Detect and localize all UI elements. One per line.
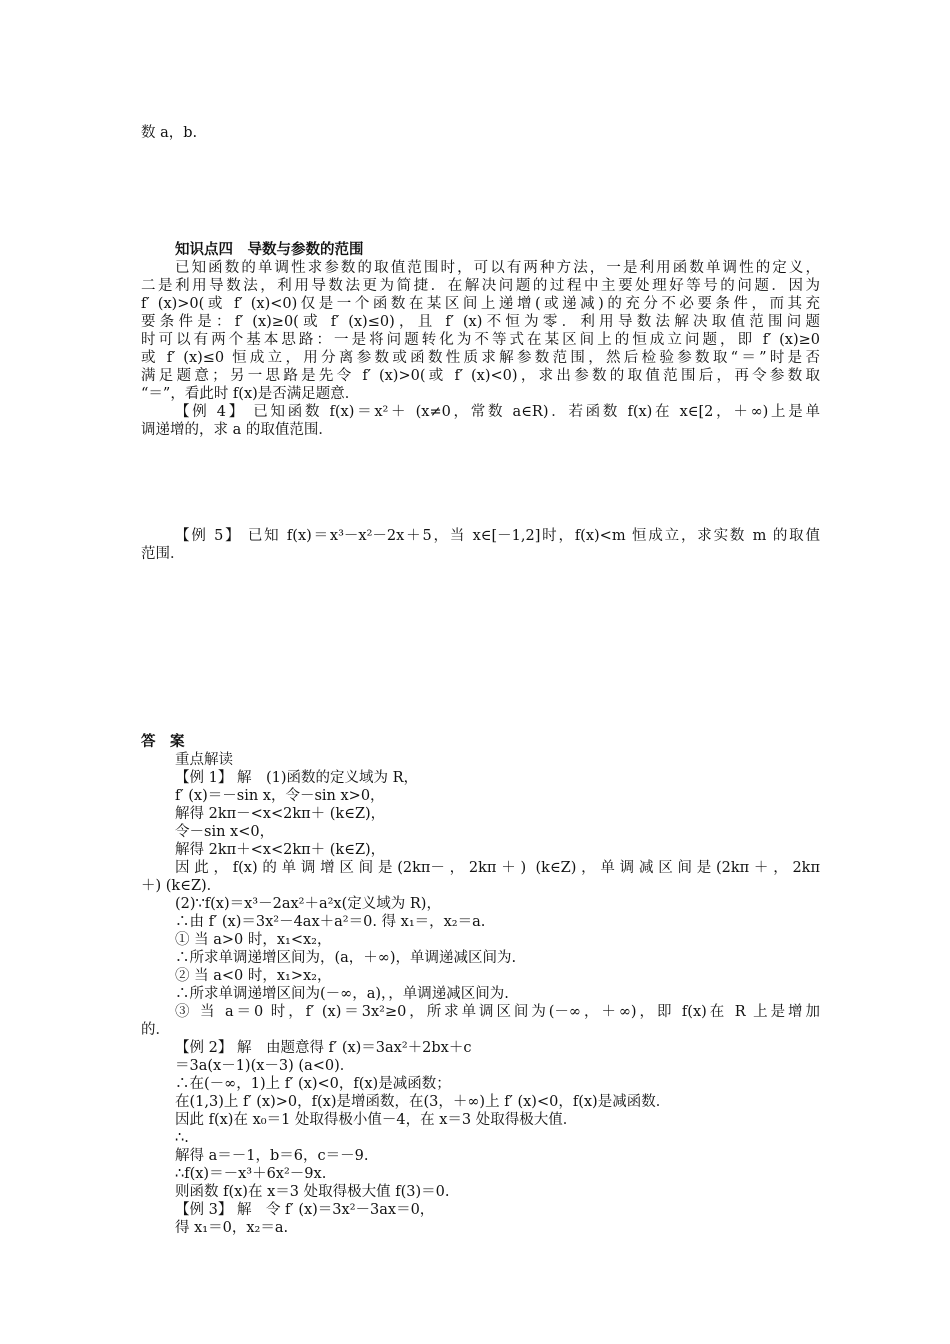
answer-line: 的． (141, 1022, 170, 1038)
example-4-line: 调递增的，求 a 的取值范围． (141, 422, 333, 438)
answer-line: (2)∵f(x)＝x³－2ax²＋a²x(定义域为 R)， (175, 896, 441, 912)
section-paragraph-line: 要条件是：f′ (x)≥0(或 f′ (x)≤0)，且 f′ (x)不恒为零．利用导数法解决取值范围问题 (141, 314, 820, 330)
answer-line: 在(1,3)上 f′ (x)>0，f(x)是增函数，在(3，＋∞)上 f′ (x)<0，f(x)是减函数． (175, 1094, 671, 1110)
answer-line: ＋) (k∈Z)． (141, 878, 222, 894)
answer-line: 【例 3】 解 令 f′ (x)＝3x²－3ax＝0， (175, 1202, 435, 1218)
answers-heading: 答 案 (141, 733, 185, 750)
example-4-line: 【例 4】 已知函数 f(x)＝x²＋ (x≠0，常数 a∈R)．若函数 f(x)在 x∈[2，＋∞)上是单 (175, 404, 820, 420)
section-paragraph-line: 二是利用导数法，利用导数法更为简捷．在解决问题的过程中主要处理好等号的问题．因为 (141, 278, 820, 294)
answer-line: ＝3a(x－1)(x－3) (a<0)． (175, 1058, 355, 1074)
answer-line: 【例 2】 解 由题意得 f′ (x)＝3ax²＋2bx＋c (175, 1040, 472, 1056)
answer-line: 则函数 f(x)在 x＝3 处取得极大值 f(3)＝0. (175, 1184, 450, 1200)
section-paragraph-line: “＝”，看此时 f(x)是否满足题意． (141, 386, 360, 402)
answer-line: ① 当 a>0 时，x₁<x₂， (175, 932, 332, 948)
answer-line: ∴f(x)＝－x³＋6x²－9x. (175, 1166, 327, 1182)
example-5-line: 范围． (141, 546, 185, 562)
answer-line: ∴在(－∞，1)上 f′ (x)<0，f(x)是减函数； (175, 1076, 451, 1092)
section-paragraph-line: 时可以有两个基本思路：一是将问题转化为不等式在某区间上的恒成立问题，即 f′ (x)≥0 (141, 332, 820, 348)
answer-line: 解得 2kπ＋<x<2kπ＋ (k∈Z)， (175, 842, 386, 858)
answer-line: f′ (x)＝－sin x，令－sin x>0， (175, 788, 385, 804)
answer-line: 因此，f(x)的单调增区间是(2kπ－，2kπ＋) (k∈Z)，单调减区间是(2kπ＋，2kπ (175, 860, 820, 876)
answer-line: ∴所求单调递增区间为(－∞，a)，，单调递减区间为. (175, 986, 509, 1002)
answers-subheading: 重点解读 (175, 752, 233, 768)
section-paragraph-line: 已知函数的单调性求参数的取值范围时，可以有两种方法，一是利用函数单调性的定义， (175, 260, 820, 276)
answer-line: ② 当 a<0 时，x₁>x₂， (175, 968, 332, 984)
answer-line: 令－sin x<0， (175, 824, 275, 840)
example-5-line: 【例 5】 已知 f(x)＝x³－x²－2x＋5，当 x∈[－1,2]时，f(x)<m 恒成立，求实数 m 的取值 (175, 528, 820, 544)
answer-line: 因此 f(x)在 x₀＝1 处取得极小值－4，在 x＝3 处取得极大值． (175, 1112, 578, 1128)
section-paragraph-line: 或 f′ (x)≤0 恒成立，用分离参数或函数性质求解参数范围，然后检验参数取“＝”时是否 (141, 350, 820, 366)
answer-line: ③ 当 a＝0 时，f′ (x)＝3x²≥0，所求单调区间为(－∞，＋∞)，即 f(x)在 R 上是增加 (175, 1004, 820, 1020)
answer-line: 解得 a＝－1，b＝6，c＝－9. (175, 1148, 369, 1164)
answer-line: ∴. (175, 1130, 189, 1146)
answer-line: ∴由 f′ (x)＝3x²－4ax＋a²＝0. 得 x₁＝，x₂＝a. (175, 914, 486, 930)
section-paragraph-line: 满足题意；另一思路是先令 f′ (x)>0(或 f′ (x)<0)，求出参数的取值范围后，再令参数取 (141, 368, 820, 384)
top-continuation-line: 数 a，b. (141, 125, 198, 141)
answer-line: 【例 1】 解 (1)函数的定义域为 R， (175, 770, 419, 786)
section-heading: 知识点四 导数与参数的范围 (175, 241, 364, 258)
answer-line: 解得 2kπ－<x<2kπ＋ (k∈Z)， (175, 806, 386, 822)
answer-line: ∴所求单调递增区间为，(a，＋∞)，单调递减区间为. (175, 950, 517, 966)
answer-line: 得 x₁＝0，x₂＝a. (175, 1220, 289, 1236)
section-paragraph-line: f′ (x)>0(或 f′ (x)<0)仅是一个函数在某区间上递增(或递减)的充分不必要条件，而其充 (141, 296, 820, 312)
